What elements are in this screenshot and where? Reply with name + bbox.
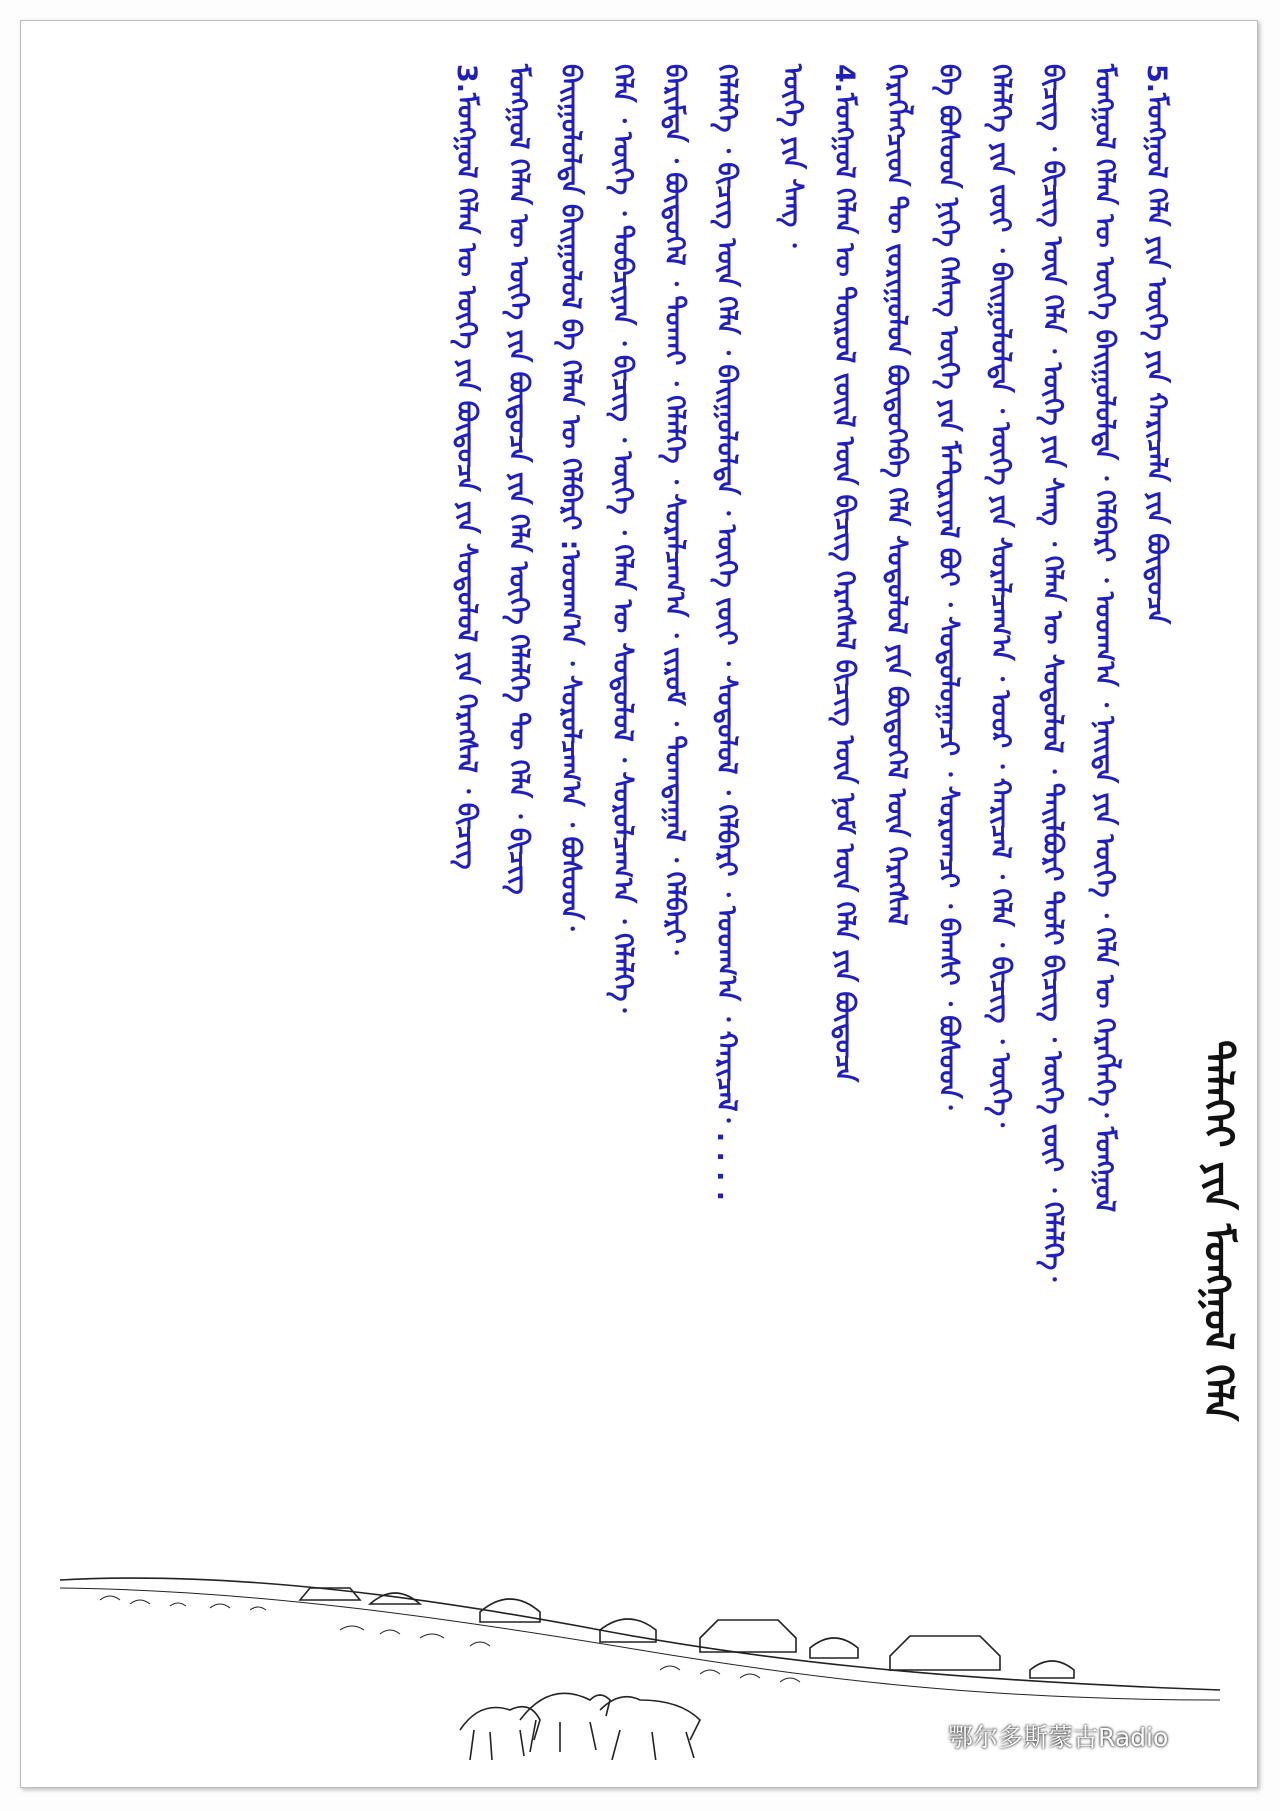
text-column-3: ᠪᠢᠴᠢᠭ ᠂ ᠪᠢᠴᠢᠭ᠌ ᠦᠨ ᠬᠡᠯᠡ ᠂ ᠦᠭᠡ ᠶᠢᠨ ᠰᠠᠩ ᠂ ᠬᠡᠯᠡᠨ ᠦ ᠰᠤᠳᠤᠯᠤᠯ ᠂ ᠲᠠᠢᠯᠪᠤᠷᠢ ᠳᠣᠯᠢ ᠪᠢᠴᠢᠭ ᠂ ᠦᠭᠡ ᠵᠦᠢ ᠂ ᠬᠡᠯᠡᠯᠭᠡ᠂ (1037, 64, 1068, 1282)
text-column-6: ᠬᠡᠷᠡᠭᠯᠡᠭᠴᠢᠳ ᠲᠦ ᠵᠤᠷᠢᠭᠤᠯᠤᠨ ᠪᠦᠲᠦᠭᠡᠪᠡ ᠬᠡᠯᠡ ᠰᠤᠳᠤᠯᠤᠯ ᠶᠢᠨ ᠪᠦᠲᠦᠭᠡᠯ ᠦᠨ ᠬᠡᠷᠡᠭᠰᠡᠯ (881, 64, 912, 926)
text-column-2: ᠮᠣᠩᠭ᠋ᠣᠯ ᠬᠡᠯᠡᠨ ᠦ ᠦᠭᠡ ᠪᠠᠢᠭᠤᠯᠤᠯᠲᠠ ᠂ ᠬᠡᠯᠪᠡᠷᠢ ᠂ ᠤᠳᠬ᠎ᠠ ᠂ ᠨᠡᠢᠲᠡ ᠶᠢᠨ ᠦᠭᠡ ᠂ ᠬᠡᠯᠡ ᠦ ᠬᠡᠷᠡᠭᠯᠡᠭᠡ᠂ ᠮᠣᠩᠭ᠋ᠣᠯ (1089, 64, 1120, 1213)
text-column-4: ᠬᠡᠯᠡᠯᠭᠡ ᠶᠢᠨ ᠵᠦᠢ ᠂ ᠪᠠᠢᠭᠤᠯᠤᠯᠲᠠ ᠂ ᠦᠭᠡ ᠶᠢᠨ ᠰᠤᠷᠠᠯᠴᠠᠭ᠎ᠠ ᠂ ᠤᠤᠷ ᠂ ᠬᠠᠷᠢᠴᠠᠯ ᠂ ᠬᠡᠯᠡ ᠂ ᠪᠢᠴᠢᠭ ᠂ ᠦᠭᠡ᠂ (985, 64, 1016, 1128)
wechat-icon (900, 1721, 940, 1751)
text-column-5: ᠪᠠ ᠪᠤᠰᠤᠳ ᠨᠢᠭᠡ ᠬᠡᠰᠡᠭ ᠦᠭᠡ ᠶᠢᠨ ᠮᠠᠲ᠋ᠧᠷᠢᠶᠠᠯ ᠪᠤᠢ ᠂ ᠰᠤᠳᠤᠯᠤᠭᠠᠴᠢ ᠂ ᠰᠤᠷᠤᠭᠴᠢ ᠂ ᠪᠠᠭᠰᠢ ᠂ ᠪᠤᠰᠤᠳ᠂ (933, 64, 964, 1110)
watermark (900, 1718, 1168, 1754)
text-column-8: ᠦᠭᠡ ᠶᠢᠨ ᠰᠠᠩ ᠂ (777, 64, 808, 248)
text-column-1: 5.ᠮᠣᠩᠭ᠋ᠣᠯ ᠬᠡᠯᠡ ᠶᠢᠨ ᠦᠭᠡ ᠶᠢᠨ ᠬᠠᠷᠢᠴᠠᠯᠠ ᠶᠢᠨ ᠪᠦᠲᠦᠴᠡ (1141, 64, 1172, 625)
text-column-9: ᠬᠡᠯᠡᠯᠭᠡ ᠂ ᠪᠢᠴᠢᠭ᠌ ᠦᠨ ᠬᠡᠯᠡ ᠂ ᠪᠠᠢᠭᠤᠯᠤᠯᠲᠠ ᠂ ᠦᠭᠡ ᠵᠦᠢ ᠂ ᠰᠤᠳᠤᠯᠤᠯ ᠂ ᠬᠡᠯᠪᠡᠷᠢ ᠂ ᠤᠳᠬ᠎ᠠ ᠂ ᠬᠠᠷᠢᠴᠠᠯ᠂ . . . . (711, 64, 742, 1202)
text-column-7: 4.ᠮᠣᠩᠭ᠋ᠣᠯ ᠬᠡᠯᠡᠨ ᠦ ᠲᠦᠷᠦᠯ ᠵᠦᠢᠯ ᠦᠨ ᠪᠢᠴᠢᠭ ᠬᠡᠷᠡᠭᠰᠡᠯ ᠪᠢᠴᠢᠭ᠌ ᠦᠨ ᠨᠣᠮ ᠦᠨ ᠬᠡᠯᠡ ᠶᠢᠨ ᠪᠦᠲᠦᠴᠡ (829, 64, 860, 1083)
text-column-13: ᠮᠣᠩᠭ᠋ᠣᠯ ᠬᠡᠯᠡᠨ ᠦ ᠦᠭᠡ ᠶᠢᠨ ᠪᠦᠲᠦᠴᠡ ᠶᠢᠨ ᠬᠡᠯᠡ ᠦᠭᠡ ᠬᠡᠯᠡᠯᠭᠡ ᠲᠦ ᠬᠡᠯᠡ ᠂ ᠪᠢᠴᠢᠭ᠌ (503, 64, 534, 895)
text-column-12: ᠪᠠᠢᠭᠤᠯᠤᠯᠲᠠ ᠪᠠᠢᠭᠤᠯᠤᠯ ᠪᠠ ᠬᠡᠯᠡᠨ ᠦ ᠬᠡᠯᠪᠡᠷᠢ :ᠤᠳᠬ᠎ᠠ ᠂ ᠰᠤᠷᠤᠯᠴᠠᠭ᠎ᠠ ᠂ ᠪᠤᠰᠤᠳ᠂ (555, 64, 586, 931)
vertical-heading: ᠳᠡᠯᠡᠬᠡᠢ ᠶᠢᠨ ᠮᠣᠩᠭ᠋ᠣᠯ ᠬᠡᠯᠡ (1195, 1040, 1242, 1422)
text-column-10: ᠪᠠᠷᠢᠮᠲᠠ ᠂ ᠪᠦᠲᠦᠭᠡᠯ ᠂ ᠲᠤᠬᠠᠢ ᠂ ᠬᠡᠯᠡᠯᠭᠡ ᠂ ᠰᠤᠷᠠᠯᠴᠠᠭ᠎ᠠ ᠂ ᠵᠢᠷᠤᠮ ᠂ ᠲᠣᠭᠲᠠᠭᠠᠯ ᠂ ᠬᠡᠯᠪᠡᠷᠢ᠂ (659, 64, 690, 955)
text-column-14: 3.ᠮᠣᠩᠭ᠋ᠣᠯ ᠬᠡᠯᠡᠨ ᠦ ᠦᠭᠡ ᠶᠢᠨ ᠪᠦᠲᠦᠴᠡ ᠶᠢᠨ ᠰᠤᠳᠤᠯᠤᠯ ᠶᠢᠨ ᠬᠡᠷᠡᠭᠰᠡᠯ ᠂ ᠪᠢᠴᠢᠭ᠌ (451, 64, 482, 870)
watermark-text: 鄂尔多斯蒙古Radio (948, 1723, 1169, 1752)
text-column-11: ᠬᠡᠯᠡ ᠂ ᠦᠭᠡ ᠂ ᠲᠣᠪᠴᠢᠶᠠᠨ ᠂ ᠪᠢᠴᠢᠭ ᠂ ᠦᠭᠡ ᠂ ᠬᠡᠯᠡᠨ ᠦ ᠰᠤᠳᠤᠯᠤᠯ ᠂ ᠰᠤᠷᠤᠯᠴᠠᠭ᠎ᠠ ᠂ ᠬᠡᠯᠡᠯᠭᠡ᠂ (607, 64, 638, 1013)
